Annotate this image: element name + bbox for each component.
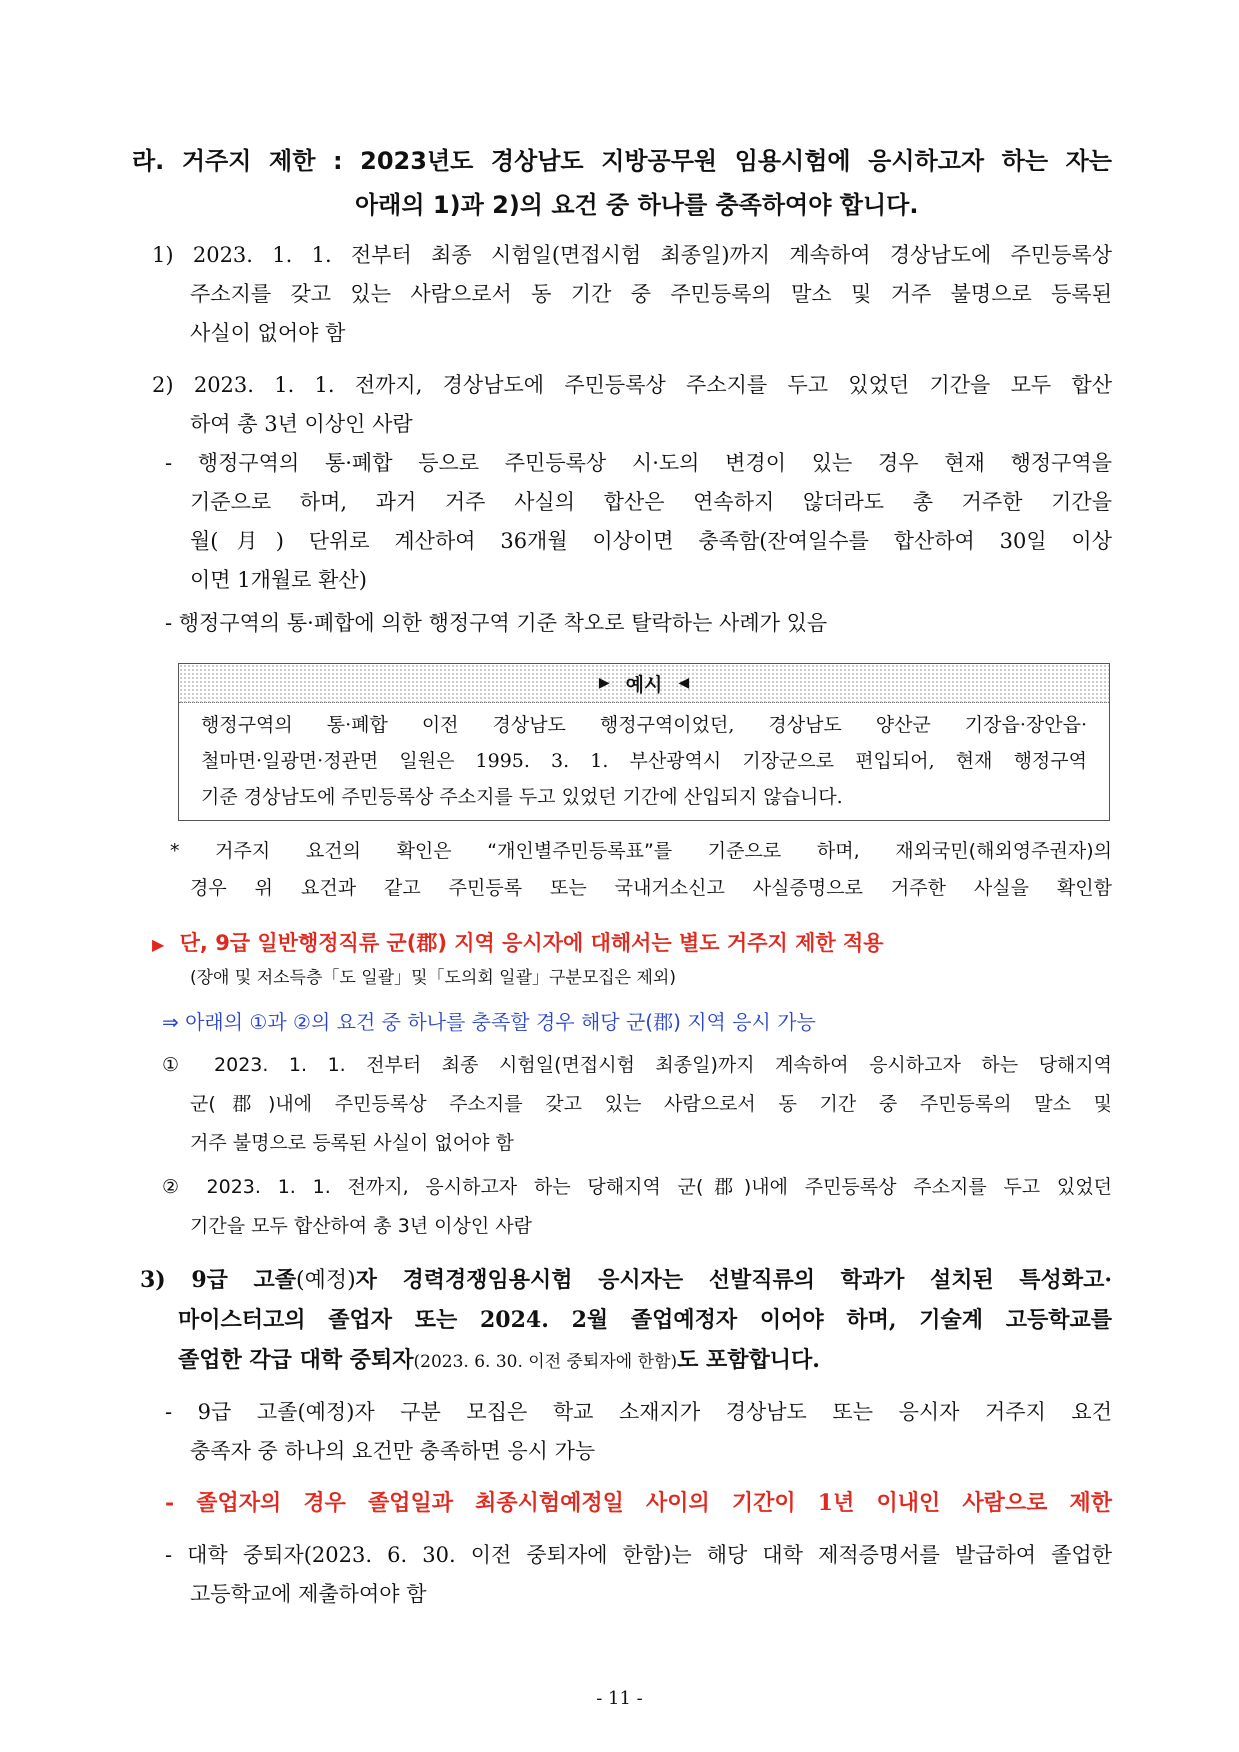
section-heading-line2: 아래의 1)과 2)의 요건 중 하나를 충족하여야 합니다. — [355, 191, 919, 219]
requirement-3-line1 — [140, 1265, 1112, 1296]
example-box — [178, 663, 1110, 821]
requirement-3-line3 — [178, 1345, 820, 1377]
note-line2: 경우 위 요건과 같고 주민등록 또는 국내거소신고 사실증명으로 거주한 사실을 확인함 — [190, 877, 1112, 899]
graduate-bullet-2: - 졸업자의 경우 졸업일과 최종시험예정일 사이의 기간이 1년 이내인 사람으로 제한 — [165, 1490, 1112, 1516]
bullet-merger-line3: 월(月) 단위로 계산하여 36개월 이상이면 충족함(잔여일수를 합산하여 30일 이상 — [190, 529, 1112, 553]
requirement-1-line2: 주소지를 갖고 있는 사람으로서 동 기간 중 주민등록의 말소 및 거주 불명으로 등록된 — [190, 282, 1112, 306]
example-line1: 행정구역의 통·폐합 이전 경상남도 행정구역이었던, 경상남도 양산군 기장읍·장안읍· — [201, 714, 1087, 736]
graduate-bullet-1-line1: - 9급 고졸(예정)자 구분 모집은 학교 소재지가 경상남도 또는 응시자 거주지 요건 — [165, 1400, 1112, 1424]
requirement-3-lead: 3) 9급 고졸 — [140, 1267, 296, 1293]
example-line2: 철마면·일광면·정관면 일원은 1995. 3. 1. 부산광역시 기장군으로 편입되어, 현재 행정구역 — [201, 750, 1087, 772]
example-header — [179, 664, 1109, 703]
bullet-mistake-warning: - 행정구역의 통·폐합에 의한 행정구역 기준 착오로 탈락하는 사례가 있음 — [165, 611, 828, 635]
county-condition-1-line2: 군(郡)내에 주민등록상 주소지를 갖고 있는 사람으로서 동 기간 중 주민등록의 말소 및 — [190, 1093, 1112, 1115]
requirement-2-line2: 하여 총 3년 이상인 사람 — [190, 412, 413, 436]
requirement-1-line3: 사실이 없어야 함 — [190, 321, 346, 345]
requirement-3-text: 자 경력경쟁임용시험 응시자는 선발직류의 학과가 설치된 특성화고· — [355, 1267, 1112, 1293]
graduate-bullet-3-line1: - 대학 중퇴자(2023. 6. 30. 이전 중퇴자에 한함)는 해당 대학 제적증명서를 발급하여 졸업한 — [165, 1543, 1112, 1567]
requirement-1-line1: 1) 2023. 1. 1. 전부터 최종 시험일(면접시험 최종일)까지 계속하여 경상남도에 주민등록상 — [152, 243, 1112, 267]
county-restriction-exception: (장애 및 저소득층「도 일괄」및「도의회 일괄」구분모집은 제외) — [190, 968, 676, 988]
graduate-bullet-3-line2: 고등학교에 제출하여야 함 — [190, 1582, 427, 1606]
county-condition-1-line1: ① 2023. 1. 1. 전부터 최종 시험일(면접시험 최종일)까지 계속하여 응시하고자 하는 당해지역 — [162, 1054, 1112, 1076]
bullet-merger-line2: 기준으로 하며, 과거 거주 사실의 합산은 연속하지 않더라도 총 거주한 기간을 — [190, 490, 1112, 514]
requirement-3-dropout-note: (2023. 6. 30. 이전 중퇴자에 한함) — [413, 1352, 678, 1372]
county-restriction-text: 단, 9급 일반행정직류 군(郡) 지역 응시자에 대해서는 별도 거주지 제한 적용 — [179, 931, 884, 955]
requirement-3-dropout: 졸업한 각급 대학 중퇴자 — [178, 1347, 414, 1373]
requirement-3-line2: 마이스터고의 졸업자 또는 2024. 2월 졸업예정자 이어야 하며, 기술계 고등학교를 — [178, 1307, 1112, 1333]
example-line3: 기준 경상남도에 주민등록상 주소지를 두고 있었던 기간에 산입되지 않습니다. — [201, 786, 843, 808]
example-title: 예시 — [625, 673, 663, 696]
right-triangle-icon: ▶ — [152, 935, 165, 954]
section-heading-separator: : — [332, 147, 343, 175]
county-restriction-title — [152, 928, 884, 960]
county-condition-1-line3: 거주 불명으로 등록된 사실이 없어야 함 — [190, 1132, 514, 1154]
section-heading-line1 — [132, 146, 1112, 176]
requirement-3-expected: (예정) — [295, 1268, 356, 1293]
section-heading-text: 2023년도 경상남도 지방공무원 임용시험에 응시하고자 하는 자는 — [360, 147, 1112, 175]
bullet-merger-line1: - 행정구역의 통·폐합 등으로 주민등록상 시·도의 변경이 있는 경우 현재 행정구역을 — [165, 451, 1112, 475]
note-line1: * 거주지 요건의 확인은 “개인별주민등록표”를 기준으로 하며, 재외국민(해외영주권자)의 — [170, 840, 1112, 862]
requirement-3-included: 도 포함합니다. — [677, 1347, 820, 1373]
right-triangle-icon: ▶ — [598, 675, 610, 691]
county-condition-2-line2: 기간을 모두 합산하여 총 3년 이상인 사람 — [190, 1215, 532, 1237]
county-condition-intro: ⇒ 아래의 ①과 ②의 요건 중 하나를 충족할 경우 해당 군(郡) 지역 응시 가능 — [162, 1010, 816, 1034]
left-triangle-icon: ◀ — [678, 675, 690, 691]
requirement-2-line1: 2) 2023. 1. 1. 전까지, 경상남도에 주민등록상 주소지를 두고 있었던 기간을 모두 합산 — [152, 373, 1112, 397]
county-condition-2-line1: ② 2023. 1. 1. 전까지, 응시하고자 하는 당해지역 군(郡)내에 주민등록상 주소지를 두고 있었던 — [162, 1176, 1112, 1198]
bullet-merger-line4: 이면 1개월로 환산) — [190, 568, 367, 592]
page-number: - 11 - — [596, 1688, 643, 1709]
graduate-bullet-1-line2: 충족자 중 하나의 요건만 충족하면 응시 가능 — [190, 1439, 596, 1463]
section-heading-label: 라. 거주지 제한 — [132, 147, 316, 175]
